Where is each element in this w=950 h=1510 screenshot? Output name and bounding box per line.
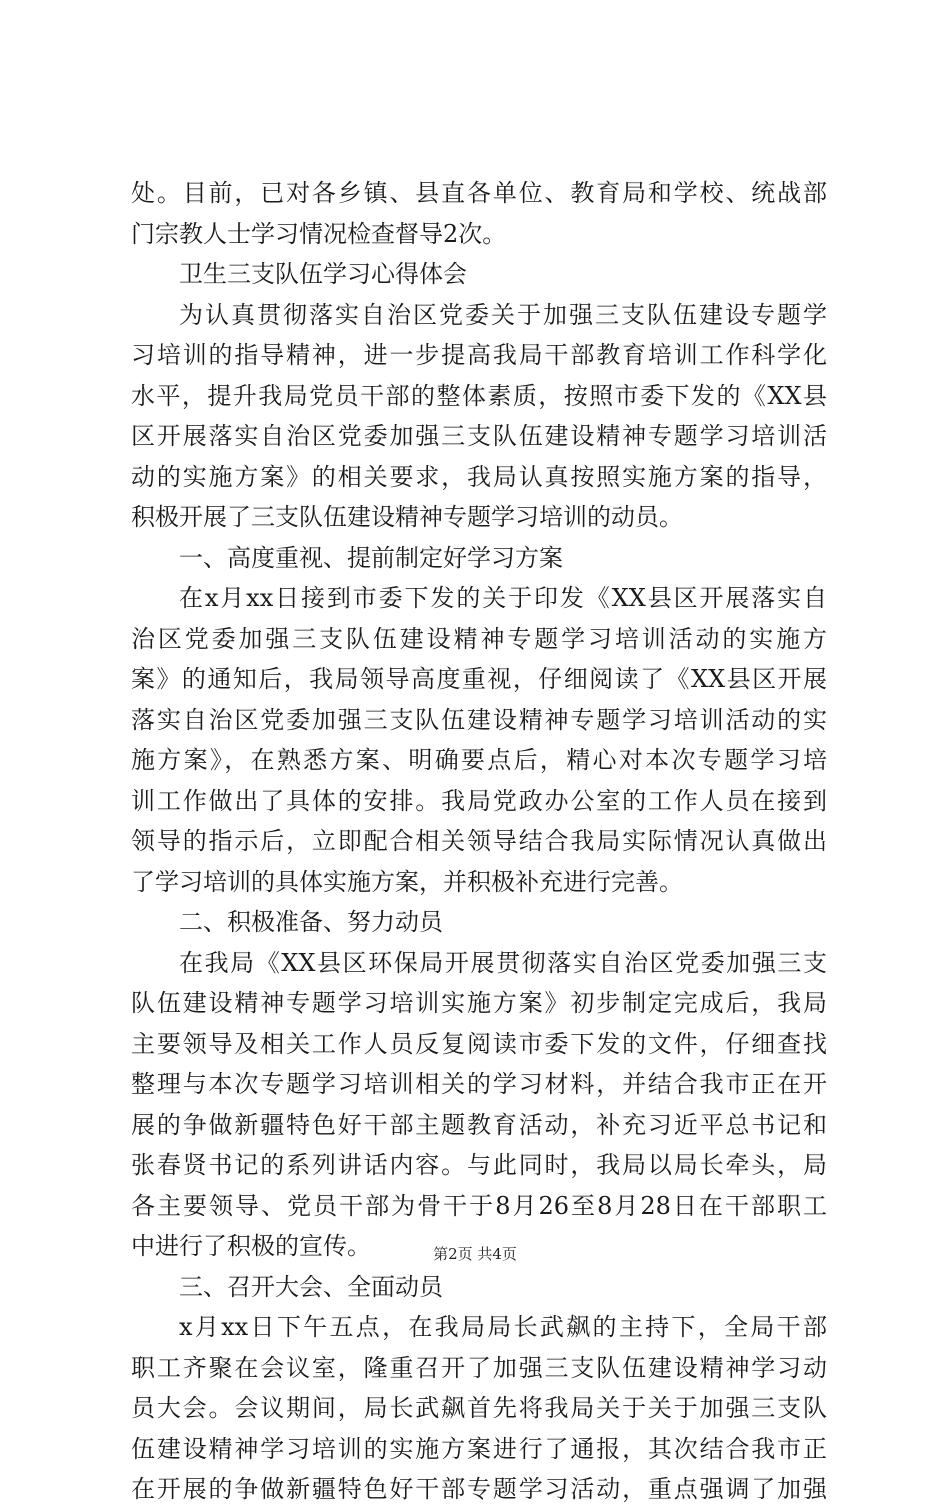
text-line: 三、召开大会、全面动员 [179, 1272, 443, 1301]
text-line: 一、高度重视、提前制定好学习方案 [179, 543, 563, 572]
text-line: 治区党委加强三支队伍建设精神专题学习培训活动的实施方 [131, 624, 827, 653]
text-line: 在我局《XX县区环保局开展贯彻落实自治区党委加强三支 [179, 948, 827, 977]
text-line: 员大会。会议期间，局长武飙首先将我局关于关于加强三支队 [131, 1394, 827, 1422]
text-line: 水平，提升我局党员干部的整体素质，按照市委下发的《XX县 [131, 381, 827, 410]
text-line: 门宗教人士学习情况检查督导2次。 [131, 219, 507, 248]
text-line: 主要领导及相关工作人员反复阅读市委下发的文件，仔细查找 [131, 1029, 827, 1058]
text-line: 了学习培训的具体实施方案，并积极补充进行完善。 [131, 867, 683, 896]
text-line: 职工齐聚在会议室，隆重召开了加强三支队伍建设精神学习动 [131, 1353, 827, 1382]
page-footer: 第2页 共4页 [433, 1245, 517, 1263]
text-line: 卫生三支队伍学习心得体会 [179, 260, 467, 288]
text-line: 处。目前，已对各乡镇、县直各单位、教育局和学校、统战部 [131, 179, 827, 207]
text-line: 在x月xx日接到市委下发的关于印发《XX县区开展落实自 [179, 584, 827, 612]
document-body [131, 173, 827, 1510]
text-line: 张春贤书记的系列讲话内容。与此同时，我局以局长牵头，局 [131, 1151, 827, 1179]
text-line: 各主要领导、党员干部为骨干于8月26至8月28日在干部职工 [131, 1191, 827, 1220]
text-line: 区开展落实自治区党委加强三支队伍建设精神专题学习培训活 [131, 422, 827, 450]
text-line: 中进行了积极的宣传。 [131, 1232, 371, 1260]
text-line: 为认真贯彻落实自治区党委关于加强三支队伍建设专题学 [179, 300, 827, 329]
text-line: 积极开展了三支队伍建设精神专题学习培训的动员。 [131, 503, 683, 531]
text-line: 展的争做新疆特色好干部主题教育活动，补充习近平总书记和 [131, 1110, 827, 1139]
text-line: 动的实施方案》的相关要求，我局认真按照实施方案的指导， [131, 462, 827, 491]
text-line: 训工作做出了具体的安排。我局党政办公室的工作人员在接到 [131, 786, 827, 815]
text-line: 整理与本次专题学习培训相关的学习材料，并结合我市正在开 [131, 1070, 827, 1098]
text-line: 二、积极准备、努力动员 [179, 908, 443, 936]
text-line: 在开展的争做新疆特色好干部专题学习活动，重点强调了加强 [131, 1475, 827, 1503]
text-line: 队伍建设精神专题学习培训实施方案》初步制定完成后，我局 [131, 989, 827, 1017]
text-line: 伍建设精神学习培训的实施方案进行了通报，其次结合我市正 [131, 1434, 827, 1463]
text-line: 案》的通知后，我局领导高度重视，仔细阅读了《XX县区开展 [131, 665, 827, 693]
text-line: 落实自治区党委加强三支队伍建设精神专题学习培训活动的实 [131, 705, 827, 734]
text-line: 习培训的指导精神，进一步提高我局干部教育培训工作科学化 [131, 341, 827, 369]
text-line: x月xx日下午五点，在我局局长武飙的主持下，全局干部 [179, 1313, 827, 1341]
text-line: 领导的指示后，立即配合相关领导结合我局实际情况认真做出 [131, 827, 827, 855]
text-line: 施方案》，在熟悉方案、明确要点后，精心对本次专题学习培 [131, 746, 827, 774]
